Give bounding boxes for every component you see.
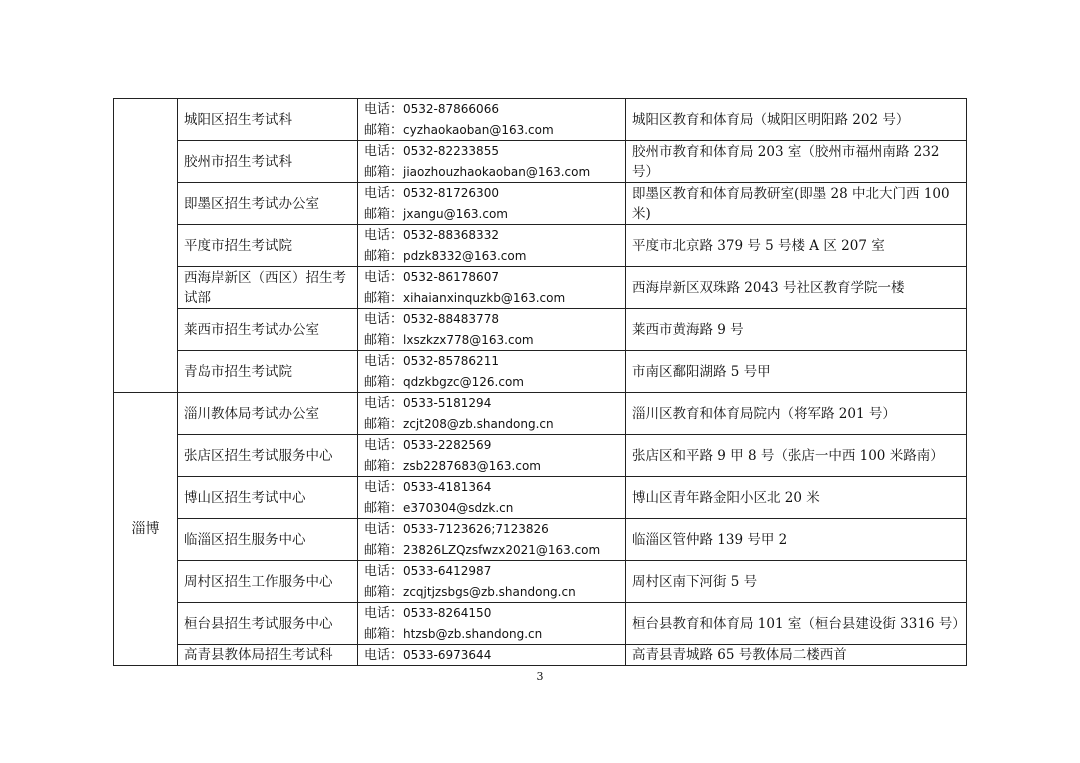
- contact-cell: [358, 435, 626, 477]
- address-cell: 张店区和平路 9 甲 8 号（张店一中西 100 米路南）: [626, 435, 967, 477]
- email-label: 邮箱：: [364, 416, 404, 432]
- city-cell: [114, 99, 178, 393]
- phone-line: [364, 603, 619, 624]
- address-cell: 城阳区教育和体育局（城阳区明阳路 202 号）: [626, 99, 967, 141]
- page-number: 3: [536, 670, 544, 683]
- phone-line: [364, 309, 619, 330]
- phone-line: [364, 225, 619, 246]
- email-line: [364, 582, 619, 603]
- email-value: e370304@sdzk.cn: [403, 500, 514, 515]
- table-row: [114, 99, 967, 141]
- phone-label: 电话：: [364, 522, 404, 537]
- email-line: [364, 624, 619, 645]
- office-name-cell: 淄川教体局考试办公室: [178, 393, 358, 435]
- contact-cell: [358, 561, 626, 603]
- table-row: [114, 393, 967, 435]
- email-line: [364, 204, 619, 225]
- office-name-cell: 城阳区招生考试科: [178, 99, 358, 141]
- address-cell: 莱西市黄海路 9 号: [626, 309, 967, 351]
- contact-cell: [358, 351, 626, 393]
- office-name-cell: 即墨区招生考试办公室: [178, 183, 358, 225]
- office-name-cell: 胶州市招生考试科: [178, 141, 358, 183]
- phone-line: [364, 267, 619, 288]
- email-line: [364, 414, 619, 435]
- phone-label: 电话：: [364, 228, 404, 243]
- email-line: [364, 330, 619, 351]
- phone-value: 0533-5181294: [403, 396, 492, 410]
- table-row: [114, 435, 967, 477]
- phone-line: [364, 519, 619, 540]
- phone-label: 电话：: [364, 144, 404, 159]
- contact-cell: [358, 603, 626, 645]
- phone-value: 0532-88368332: [403, 228, 499, 242]
- contact-cell: [358, 309, 626, 351]
- phone-line: [364, 141, 619, 162]
- email-label: 邮箱：: [364, 626, 404, 642]
- contact-cell: [358, 477, 626, 519]
- office-name-cell: 平度市招生考试院: [178, 225, 358, 267]
- email-value: pdzk8332@163.com: [403, 248, 527, 263]
- address-cell: 临淄区管仲路 139 号甲 2: [626, 519, 967, 561]
- contact-table: [113, 98, 967, 666]
- contact-cell: [358, 519, 626, 561]
- phone-value: 0532-82233855: [403, 144, 499, 158]
- email-label: 邮箱：: [364, 122, 404, 138]
- email-value: htzsb@zb.shandong.cn: [403, 626, 543, 641]
- contact-cell: [358, 267, 626, 309]
- table-row: [114, 645, 967, 666]
- phone-value: 0533-8264150: [403, 606, 492, 620]
- address-cell: 胶州市教育和体育局 203 室（胶州市福州南路 232 号）: [626, 141, 967, 183]
- table-row: [114, 183, 967, 225]
- phone-label: 电话：: [364, 438, 404, 453]
- email-value: zsb2287683@163.com: [403, 458, 541, 473]
- email-value: jxangu@163.com: [403, 206, 508, 221]
- table-row: [114, 519, 967, 561]
- email-line: [364, 498, 619, 519]
- email-label: 邮箱：: [364, 332, 404, 348]
- office-name-cell: 周村区招生工作服务中心: [178, 561, 358, 603]
- office-name-cell: 博山区招生考试中心: [178, 477, 358, 519]
- email-label: 邮箱：: [364, 164, 404, 180]
- address-cell: 即墨区教育和体育局教研室(即墨 28 中北大门西 100 米): [626, 183, 967, 225]
- phone-value: 0533-2282569: [403, 438, 492, 452]
- phone-line: [364, 393, 619, 414]
- phone-value: 0533-6412987: [403, 564, 492, 578]
- address-cell: 平度市北京路 379 号 5 号楼 A 区 207 室: [626, 225, 967, 267]
- phone-value: 0532-87866066: [403, 102, 499, 116]
- phone-label: 电话：: [364, 186, 404, 201]
- email-value: qdzkbgzc@126.com: [403, 374, 524, 389]
- email-value: cyzhaokaoban@163.com: [403, 122, 554, 137]
- table-row: [114, 141, 967, 183]
- phone-value: 0533-4181364: [403, 480, 492, 494]
- table-row: [114, 225, 967, 267]
- phone-line: [364, 561, 619, 582]
- email-value: xihaianxinquzkb@163.com: [403, 290, 566, 305]
- phone-label: 电话：: [364, 312, 404, 327]
- contact-cell: [358, 225, 626, 267]
- phone-value: 0532-86178607: [403, 270, 499, 284]
- email-line: [364, 372, 619, 393]
- address-cell: 淄川区教育和体育局院内（将军路 201 号）: [626, 393, 967, 435]
- email-line: [364, 246, 619, 267]
- office-name-cell: 西海岸新区（西区）招生考试部: [178, 267, 358, 309]
- phone-line: [364, 99, 619, 120]
- email-label: 邮箱：: [364, 500, 404, 516]
- phone-label: 电话：: [364, 606, 404, 621]
- phone-line: [364, 183, 619, 204]
- address-cell: 桓台县教育和体育局 101 室（桓台县建设街 3316 号）: [626, 603, 967, 645]
- address-cell: 博山区青年路金阳小区北 20 米: [626, 477, 967, 519]
- contact-cell: [358, 183, 626, 225]
- office-name-cell: 临淄区招生服务中心: [178, 519, 358, 561]
- phone-line: [364, 477, 619, 498]
- phone-label: 电话：: [364, 396, 404, 411]
- office-name-cell: 桓台县招生考试服务中心: [178, 603, 358, 645]
- phone-label: 电话：: [364, 564, 404, 579]
- phone-line: [364, 351, 619, 372]
- table-body: [114, 99, 967, 666]
- email-line: [364, 456, 619, 477]
- contact-cell: [358, 141, 626, 183]
- phone-value: 0532-81726300: [403, 186, 499, 200]
- email-value: 23826LZQzsfwzx2021@163.com: [403, 542, 601, 557]
- address-cell: 高青县青城路 65 号教体局二楼西首: [626, 645, 967, 666]
- contact-cell: [358, 99, 626, 141]
- phone-label: 电话：: [364, 102, 404, 117]
- office-name-cell: 青岛市招生考试院: [178, 351, 358, 393]
- table-row: [114, 561, 967, 603]
- phone-value: 0532-85786211: [403, 354, 499, 368]
- contact-cell: [358, 645, 626, 666]
- city-cell: 淄博: [114, 393, 178, 666]
- address-cell: 周村区南下河街 5 号: [626, 561, 967, 603]
- email-label: 邮箱：: [364, 248, 404, 264]
- email-line: [364, 120, 619, 141]
- table-row: [114, 477, 967, 519]
- table-row: [114, 603, 967, 645]
- phone-label: 电话：: [364, 270, 404, 285]
- phone-value: 0533-7123626;7123826: [403, 522, 549, 536]
- table-row: [114, 309, 967, 351]
- email-label: 邮箱：: [364, 458, 404, 474]
- phone-label: 电话：: [364, 480, 404, 495]
- email-label: 邮箱：: [364, 206, 404, 222]
- email-value: jiaozhouzhaokaoban@163.com: [403, 164, 591, 179]
- phone-value: 0533-6973644: [403, 648, 492, 662]
- email-value: lxszkzx778@163.com: [403, 332, 534, 347]
- office-name-cell: 张店区招生考试服务中心: [178, 435, 358, 477]
- phone-line: [364, 435, 619, 456]
- office-name-cell: 莱西市招生考试办公室: [178, 309, 358, 351]
- email-label: 邮箱：: [364, 542, 404, 558]
- table-row: [114, 351, 967, 393]
- email-value: zcjt208@zb.shandong.cn: [403, 416, 554, 431]
- email-label: 邮箱：: [364, 584, 404, 600]
- phone-label: 电话：: [364, 354, 404, 369]
- table-row: [114, 267, 967, 309]
- contact-cell: [358, 393, 626, 435]
- email-line: [364, 288, 619, 309]
- phone-value: 0532-88483778: [403, 312, 499, 326]
- email-label: 邮箱：: [364, 290, 404, 306]
- address-cell: 市南区鄱阳湖路 5 号甲: [626, 351, 967, 393]
- email-line: [364, 162, 619, 183]
- email-line: [364, 540, 619, 561]
- address-cell: 西海岸新区双珠路 2043 号社区教育学院一楼: [626, 267, 967, 309]
- phone-label: 电话：: [364, 648, 404, 663]
- office-name-cell: 高青县教体局招生考试科: [178, 645, 358, 666]
- email-label: 邮箱：: [364, 374, 404, 390]
- phone-line: [364, 645, 619, 665]
- email-value: zcqjtjzsbgs@zb.shandong.cn: [403, 584, 576, 599]
